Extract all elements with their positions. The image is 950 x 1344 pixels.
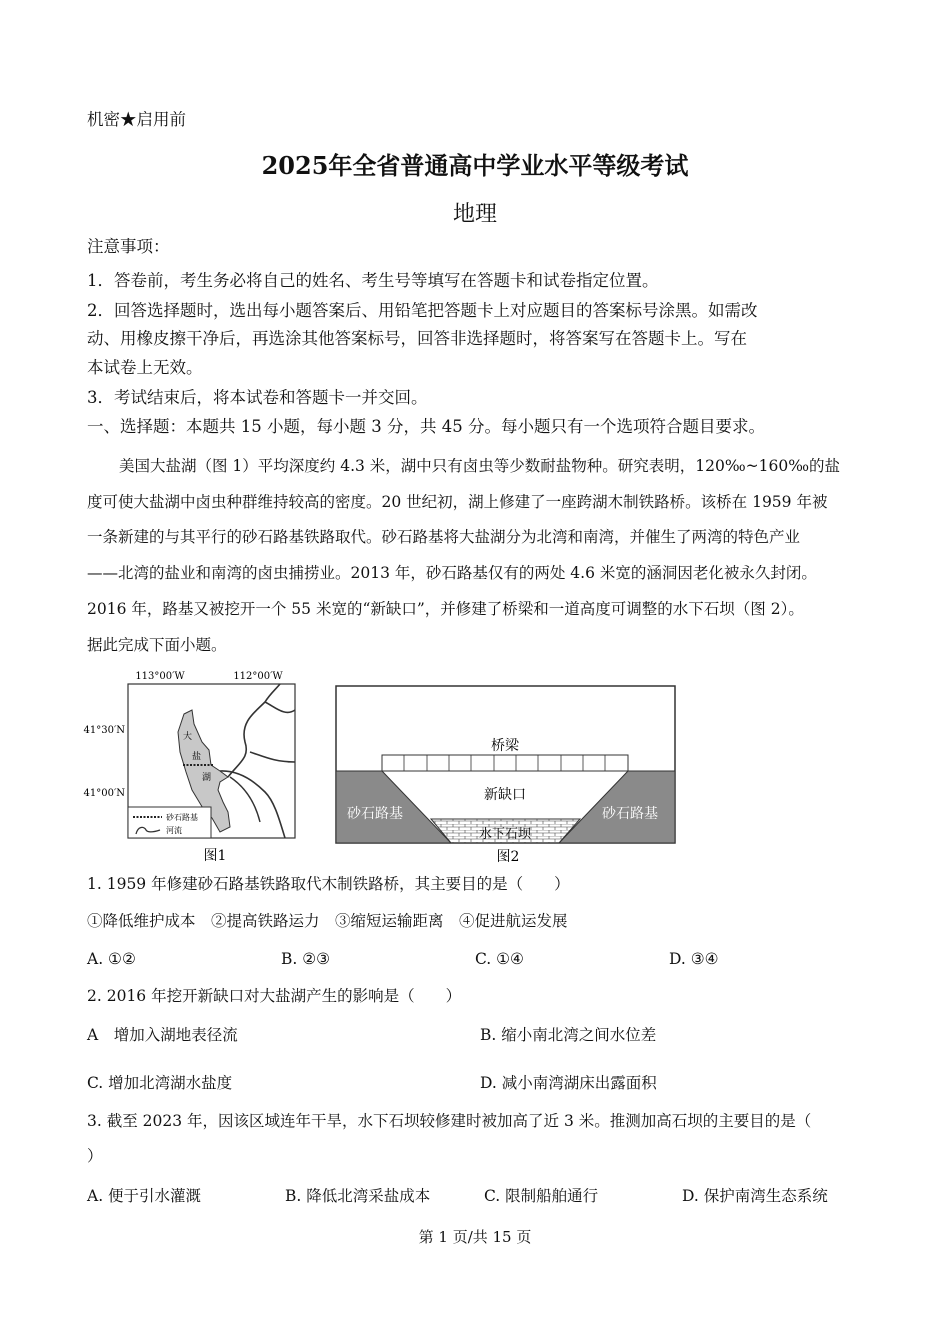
- confidential-label: 机密★启用前: [87, 110, 186, 129]
- lon-label: 113°00′W: [135, 671, 185, 682]
- passage-line: 据此完成下面小题。: [87, 636, 227, 654]
- notice-heading: 注意事项：: [87, 237, 170, 256]
- notice-line: 2．回答选择题时，选出每小题答案后、用铅笔把答题卡上对应题目的答案标号涂黑。如需改: [87, 301, 758, 320]
- passage-line: 美国大盐湖（图 1）平均深度约 4.3 米，湖中只有卤虫等少数耐盐物种。研究表明，120‰~160‰的盐: [119, 457, 841, 475]
- lake-label-char: 湖: [202, 773, 212, 783]
- lake-label-char: 大: [183, 732, 193, 742]
- figure1-map: [80, 662, 310, 867]
- roadbed-right-label: 砂石路基: [602, 806, 658, 822]
- lat-label: 41°00′N: [83, 788, 125, 799]
- roadbed-left-label: 砂石路基: [347, 806, 403, 822]
- legend-roadbed: 砂石路基: [166, 813, 198, 822]
- q3-option-d[interactable]: D. 保护南湾生态系统: [682, 1187, 828, 1205]
- lon-label: 112°00′W: [233, 671, 283, 682]
- notice-line: 1．答卷前，考生务必将自己的姓名、考生号等填写在答题卡和试卷指定位置。: [87, 271, 659, 290]
- q2-option-b[interactable]: B. 缩小南北湾之间水位差: [480, 1026, 657, 1044]
- figure1-caption: 图1: [203, 848, 227, 864]
- q1-option-d[interactable]: D. ③④: [669, 950, 719, 968]
- figure2-caption: 图2: [496, 849, 520, 865]
- bridge-deck: [382, 755, 628, 771]
- q1-option-b[interactable]: B. ②③: [281, 950, 331, 968]
- bridge-label: 桥梁: [491, 738, 519, 754]
- page-footer: 第 1 页/共 15 页: [418, 1228, 532, 1246]
- section-heading: 一、选择题：本题共 15 小题，每小题 3 分，共 45 分。每小题只有一个选项符合题目要求。: [87, 417, 765, 436]
- passage-line: 一条新建的与其平行的砂石路基铁路取代。砂石路基将大盐湖分为北湾和南湾，并催生了两湾的特色产业: [87, 528, 801, 546]
- question-3-stem: 3. 截至 2023 年，因该区域连年干旱，水下石坝较修建时被加高了近 3 米。推测加高石坝的主要目的是（: [87, 1112, 812, 1130]
- passage-line: 2016 年，路基又被挖开一个 55 米宽的“新缺口”，并修建了桥梁和一道高度可调整的水下石坝（图 2）。: [87, 600, 804, 618]
- notice-line: 3．考试结束后，将本试卷和答题卡一并交回。: [87, 388, 428, 407]
- question-1-items: ①降低维护成本 ②提高铁路运力 ③缩短运输距离 ④促进航运发展: [87, 912, 568, 930]
- notice-line: 动、用橡皮擦干净后，再选涂其他答案标号，回答非选择题时，将答案写在答题卡上。写在: [87, 329, 747, 348]
- gap-label: 新缺口: [484, 787, 526, 803]
- subject-title: 地理: [452, 202, 497, 227]
- exam-title: 2025年全省普通高中学业水平等级考试: [261, 151, 689, 180]
- q3-option-c[interactable]: C. 限制船舶通行: [484, 1187, 599, 1205]
- lat-label: 41°30′N: [83, 725, 125, 736]
- notice-line: 本试卷上无效。: [87, 358, 203, 377]
- lake-label-char: 盐: [192, 752, 202, 762]
- q1-option-c[interactable]: C. ①④: [475, 950, 524, 968]
- dam-label: 水下石坝: [478, 827, 532, 842]
- q2-option-a[interactable]: A 增加入湖地表径流: [87, 1026, 238, 1044]
- question-3-stem-cont: ）: [87, 1147, 103, 1165]
- question-2-stem: 2. 2016 年挖开新缺口对大盐湖产生的影响是（ ）: [87, 987, 462, 1005]
- q3-option-b[interactable]: B. 降低北湾采盐成本: [285, 1187, 431, 1205]
- passage-line: 度可使大盐湖中卤虫种群维持较高的密度。20 世纪初，湖上修建了一座跨湖木制铁路桥。该桥在 1959 年被: [87, 493, 828, 511]
- q2-option-d[interactable]: D. 减小南湾湖床出露面积: [480, 1074, 657, 1092]
- q2-option-c[interactable]: C. 增加北湾湖水盐度: [87, 1074, 233, 1092]
- passage-line: ——北湾的盐业和南湾的卤虫捕捞业。2013 年，砂石路基仅有的两处 4.6 米宽的涵洞因老化被永久封闭。: [87, 564, 817, 582]
- q3-option-a[interactable]: A. 便于引水灌溉: [87, 1187, 202, 1205]
- legend-river: 河流: [166, 826, 182, 835]
- q1-option-a[interactable]: A. ①②: [87, 950, 136, 968]
- figure2-diagram: [330, 680, 682, 866]
- question-1-stem: 1. 1959 年修建砂石路基铁路取代木制铁路桥，其主要目的是（ ）: [87, 875, 570, 893]
